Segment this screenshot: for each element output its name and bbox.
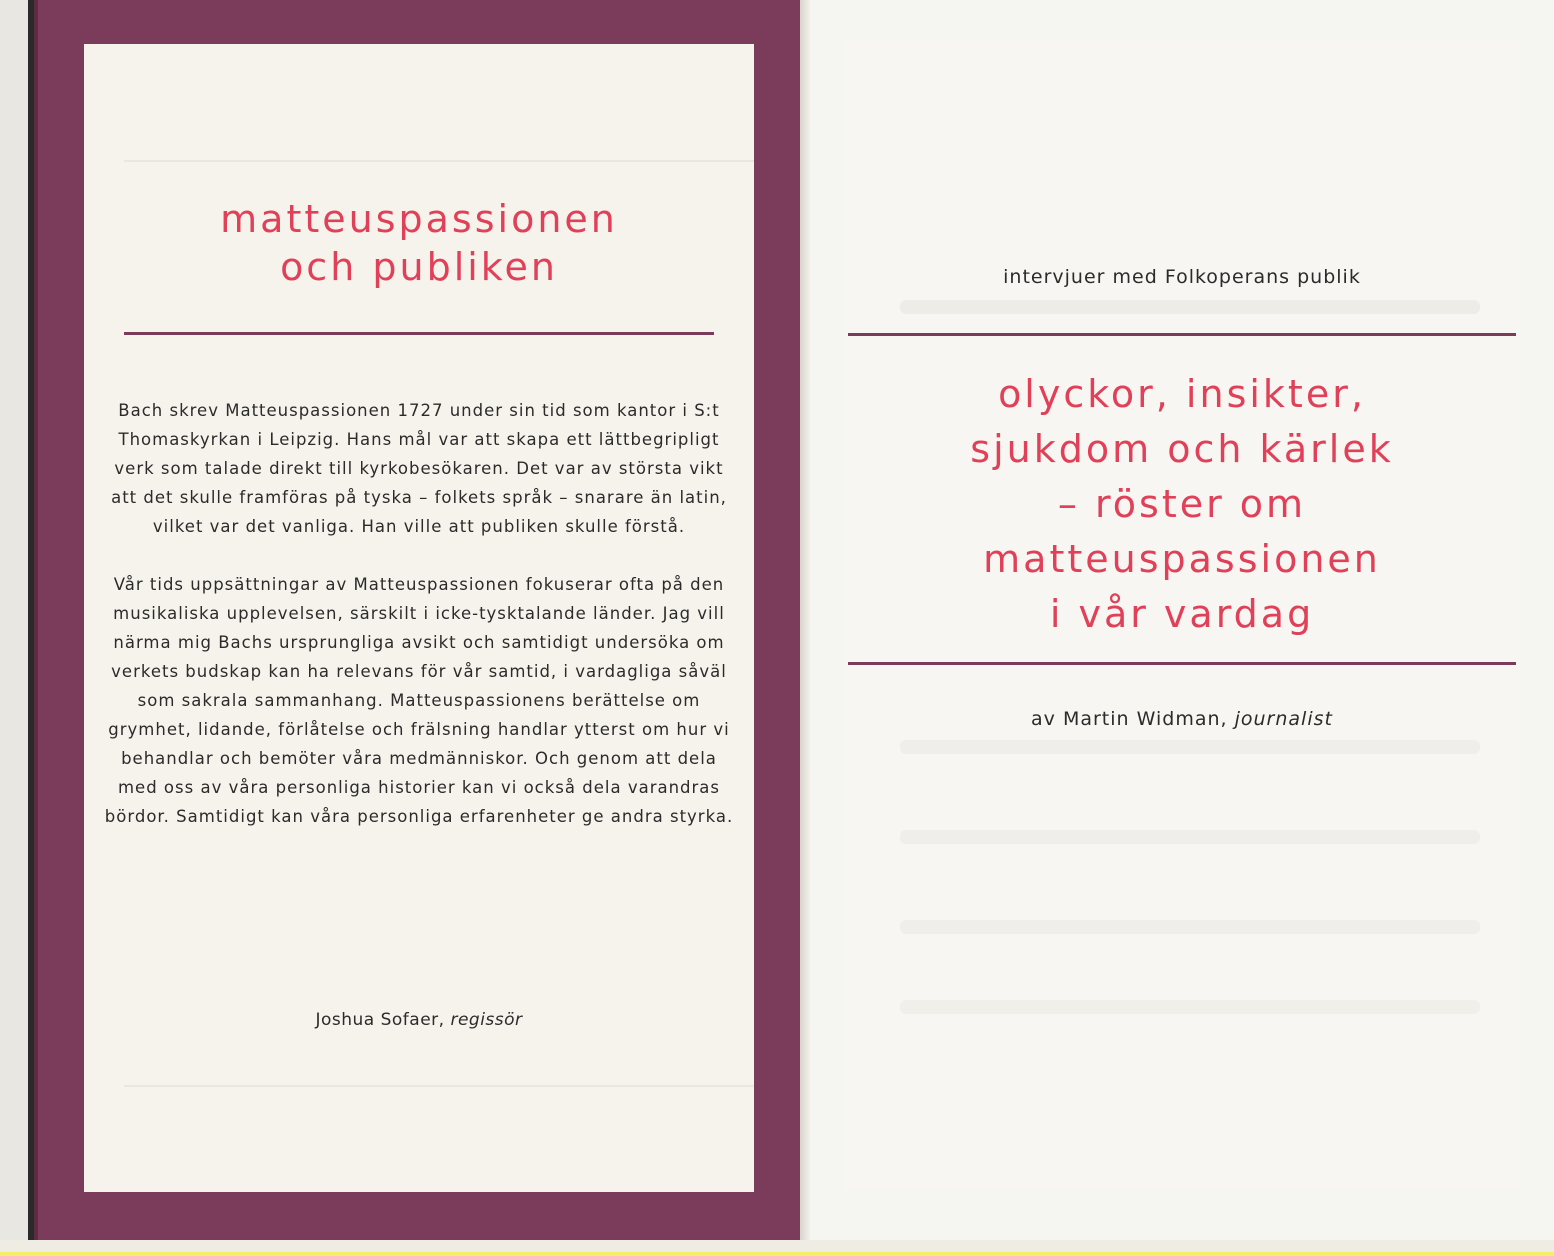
title-line: olyckor, insikter, (998, 372, 1366, 416)
title-line: matteuspassionen (220, 197, 618, 241)
title-line: i vår vardag (1049, 592, 1315, 636)
title-divider-top (848, 333, 1516, 336)
title-line: sjukdom och kärlek (970, 427, 1394, 471)
show-through-text (900, 830, 1480, 844)
signature-role: regissör (450, 1010, 523, 1030)
show-through-text (900, 300, 1480, 314)
byline-role: journalist (1234, 708, 1333, 730)
show-through-text (900, 740, 1480, 754)
title-divider (124, 332, 714, 335)
paragraph-2: Vår tids uppsättningar av Matteuspassionen fokuserar ofta på den musikaliska upplevelsen, särskilt i icke-tysktalande länder. Jag vill närma mig Bachs ursprungliga avsikt och samtidigt undersöka om verkets budskap kan ha relevans för vår samtid, i vardagliga såväl som sakrala sammanhang. Matteuspassionens berättelse om grymhet, lidande, förlåtelse och frälsning handlar ytterst om hur vi behandlar och bemöter våra medmänniskor. Och genom att dela med oss av våra personliga historier kan vi också dela varandras bördor. Samtidigt kan våra personliga erfarenheter ge andra styrka. (104, 575, 734, 826)
show-through-rule (124, 160, 754, 162)
left-page-body (104, 396, 734, 831)
left-page-title (84, 195, 754, 291)
byline (848, 708, 1516, 730)
title-line: och publiken (280, 245, 558, 289)
signature (104, 1010, 734, 1030)
scan-margin (0, 0, 28, 1256)
right-page-title (848, 367, 1516, 642)
byline-name: av Martin Widman, (1031, 708, 1228, 730)
title-divider-bottom (848, 662, 1516, 665)
right-page-subtitle: intervjuer med Folkoperans publik (1003, 266, 1361, 288)
show-through-text (900, 1000, 1480, 1014)
paragraph-1: Bach skrev Matteuspassionen 1727 under sin tid som kantor i S:t Thomaskyrkan i Leipzig. Hans mål var att skapa ett lättbegripligt verk som talade direkt till kyrkobesökaren. Det var av största vikt att det skulle framföras på tyska – folkets språk – snarare än latin, vilket var det vanliga. Han ville att publiken skulle förstå. (111, 401, 727, 536)
scan-bottom-stripe (0, 1252, 1554, 1256)
title-line: – röster om (1057, 482, 1307, 526)
page-stripe (34, 0, 38, 1240)
title-line: matteuspassionen (983, 537, 1381, 581)
signature-name: Joshua Sofaer, (315, 1010, 445, 1030)
show-through-rule (124, 1085, 754, 1087)
show-through-text (900, 920, 1480, 934)
